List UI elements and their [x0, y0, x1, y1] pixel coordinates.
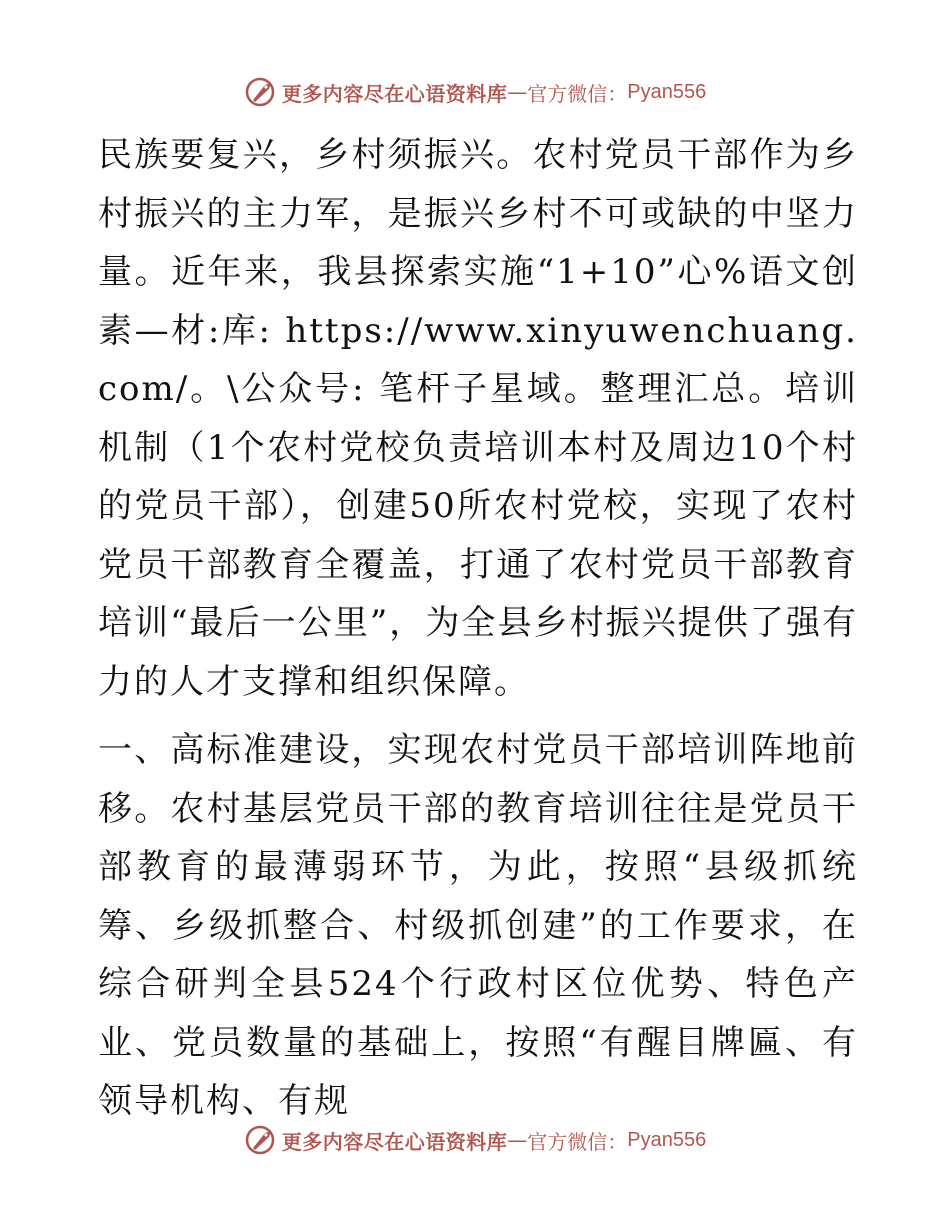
- pen-nib-logo-icon: [244, 1123, 278, 1157]
- footer-wechat-id: Pyan556: [627, 1128, 707, 1151]
- body-paragraph-2: 一、高标准建设，实现农村党员干部培训阵地前移。农村基层党员干部的教育培训往往是党员干部教育的最薄弱环节，为此，按照“县级抓统筹、乡级抓整合、村级抓创建”的工作要求，在综合研判全县524个行政村区位优势、特色产业、党员数量的基础上，按照“有醒目牌匾、有领导机构、有规: [98, 730, 858, 1121]
- footer-wechat-label: 官方微信：: [527, 1129, 628, 1154]
- footer-banner: [0, 1120, 950, 1160]
- header-banner-separator: —: [507, 80, 528, 104]
- header-wechat-id: Pyan556: [627, 80, 707, 103]
- body-paragraph-1: 民族要复兴，乡村须振兴。农村党员干部作为乡村振兴的主力军，是振兴乡村不可或缺的中坚力量。近年来，我县探索实施“1+10”心%语文创素—材:库: https://www.xinyuwenchuang.com/。\公众号: 笔杆子星域。整理汇总。培训机制（1个农村党校负责培训本村及周边10个村的党员干部），创建50所农村党校，实现了农村党员干部教育全覆盖，打通了农村党员干部教育培训“最后一公里”，为全县乡村振兴提供了强有力的人才支撑和组织保障。: [98, 135, 858, 702]
- document-body: [98, 126, 858, 1131]
- footer-banner-text: 更多内容尽在心语资料库: [281, 1129, 508, 1154]
- pen-nib-logo-icon: [244, 75, 278, 109]
- footer-banner-separator: —: [507, 1128, 528, 1152]
- header-banner: [0, 72, 950, 112]
- header-banner-text: 更多内容尽在心语资料库: [281, 81, 508, 106]
- header-wechat-label: 官方微信：: [527, 81, 628, 106]
